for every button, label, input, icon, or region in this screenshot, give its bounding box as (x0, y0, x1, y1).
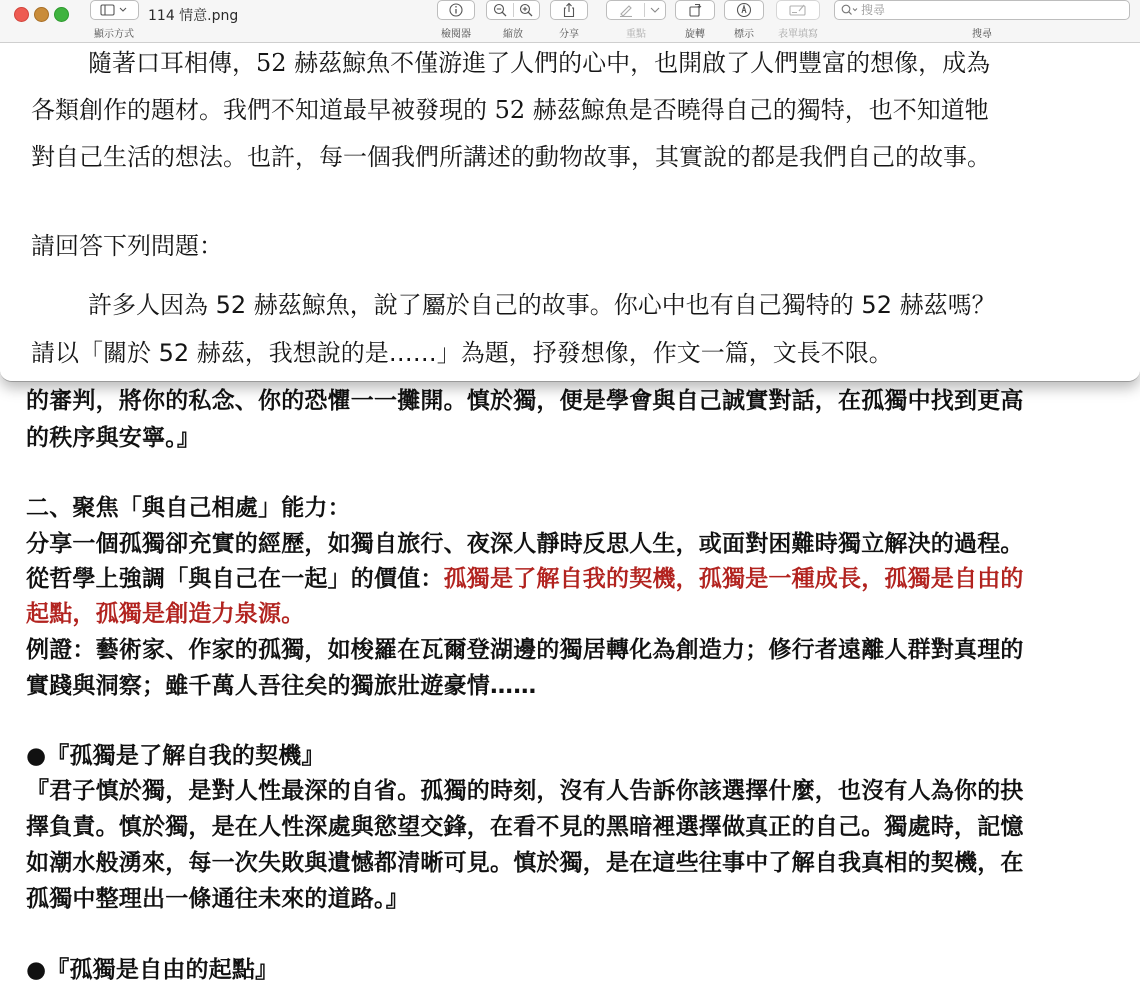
passage-line: 各類創作的題材。我們不知道最早被發現的 52 赫茲鯨魚是否曉得自己的獨特，也不知道牠 (31, 96, 989, 124)
inspector-button[interactable] (437, 0, 475, 20)
share-button[interactable] (550, 0, 588, 20)
zoom-out-icon (493, 3, 507, 17)
info-icon (449, 3, 463, 17)
section-heading: 二、聚焦「與自己相處」能力： (26, 495, 351, 521)
search-icon (841, 4, 859, 16)
search-label: 搜尋 (972, 29, 992, 40)
doc-line: 孤獨中整理出一條通往未來的道路。』 (26, 886, 409, 912)
zoom-label: 縮放 (503, 29, 523, 40)
search-input[interactable] (861, 2, 1121, 18)
inspector-label: 檢閱器 (441, 29, 471, 40)
doc-line: 如潮水般湧來，每一次失敗與遺憾都清晰可見。慎於獨，是在這些往事中了解自我真相的契機，在 (26, 850, 1024, 876)
form-fill-icon (789, 3, 807, 17)
doc-line: 的秩序與安寧。』 (26, 425, 201, 451)
rotate-icon (687, 3, 703, 17)
sidebar-icon (100, 4, 130, 16)
highlighted-text: 孤獨是了解自我的契機，孤獨是一種成長，孤獨是自由的 (443, 566, 1024, 592)
question-line: 請以「關於 52 赫茲，我想說的是……」為題，抒發想像，作文一篇，文長不限。 (31, 339, 893, 367)
preview-document (0, 43, 1140, 381)
share-label: 分享 (559, 29, 579, 40)
prompt-heading: 請回答下列問題： (31, 232, 223, 260)
view-label: 顯示方式 (94, 29, 134, 40)
bullet-heading: ●『孤獨是自由的起點』 (26, 957, 279, 982)
doc-line: 『君子慎於獨，是對人性最深的自省。孤獨的時刻，沒有人告訴你該選擇什麼，也沒有人為你的抉 (26, 778, 1024, 804)
doc-line (26, 564, 1024, 594)
markup-pen-icon (736, 2, 752, 18)
zoom-window-button[interactable] (54, 7, 69, 22)
preview-window (0, 0, 1140, 382)
highlight-menu[interactable] (645, 7, 665, 13)
doc-line: 例證：藝術家、作家的孤獨，如梭羅在瓦爾登湖邊的獨居轉化為創造力；修行者遠離人群對真理的 (26, 637, 1024, 663)
window-title: 114 情意.png (148, 8, 239, 24)
passage-line: 對自己生活的想法。也許，每一個我們所講述的動物故事，其實說的都是我們自己的故事。 (31, 143, 991, 171)
highlighted-text: 起點，孤獨是創造力泉源。 (26, 601, 305, 627)
chevron-down-icon (650, 7, 660, 13)
passage-line: 隨著口耳相傳，52 赫茲鯨魚不僅游進了人們的心中，也開啟了人們豐富的想像，成為 (88, 49, 991, 77)
zoom-out-button[interactable] (487, 3, 514, 17)
view-button[interactable] (90, 0, 139, 20)
highlighter-icon (618, 3, 634, 17)
highlight-main[interactable] (607, 3, 645, 17)
close-window-button[interactable] (14, 7, 29, 22)
form-fill-button[interactable] (776, 0, 820, 20)
doc-line: 實踐與洞察；雖千萬人吾往矣的獨旅壯遊豪情…… (26, 673, 537, 699)
minimize-window-button[interactable] (34, 7, 49, 22)
rotate-label: 旋轉 (685, 29, 705, 40)
form-fill-label: 表單填寫 (778, 29, 818, 40)
question-line: 許多人因為 52 赫茲鯨魚，說了屬於自己的故事。你心中也有自己獨特的 52 赫茲嗎？ (88, 291, 996, 319)
zoom-in-button[interactable] (514, 3, 540, 17)
doc-line: 的審判，將你的私念、你的恐懼一一攤開。慎於獨，便是學會與自己誠實對話，在孤獨中找到更高 (26, 388, 1024, 414)
doc-line: 分享一個孤獨卻充實的經歷，如獨自旅行、夜深人靜時反思人生，或面對困難時獨立解決的過程。 (26, 531, 1024, 557)
markup-button[interactable] (724, 0, 764, 20)
doc-line: 擇負責。慎於獨，是在人性深處與慾望交鋒，在看不見的黑暗裡選擇做真正的自己。獨處時，記憶 (26, 814, 1024, 840)
highlight-label: 重點 (626, 29, 646, 40)
highlight-button[interactable] (606, 0, 666, 20)
zoom-control (486, 0, 540, 20)
share-icon (562, 2, 576, 18)
rotate-button[interactable] (675, 0, 715, 20)
zoom-in-icon (519, 3, 533, 17)
search-field[interactable] (834, 0, 1130, 20)
bullet-heading: ●『孤獨是了解自我的契機』 (26, 743, 325, 769)
doc-text: 從哲學上強調「與自己在一起」的價值： (26, 566, 444, 592)
window-toolbar (0, 0, 1140, 43)
markup-label: 標示 (734, 29, 754, 40)
